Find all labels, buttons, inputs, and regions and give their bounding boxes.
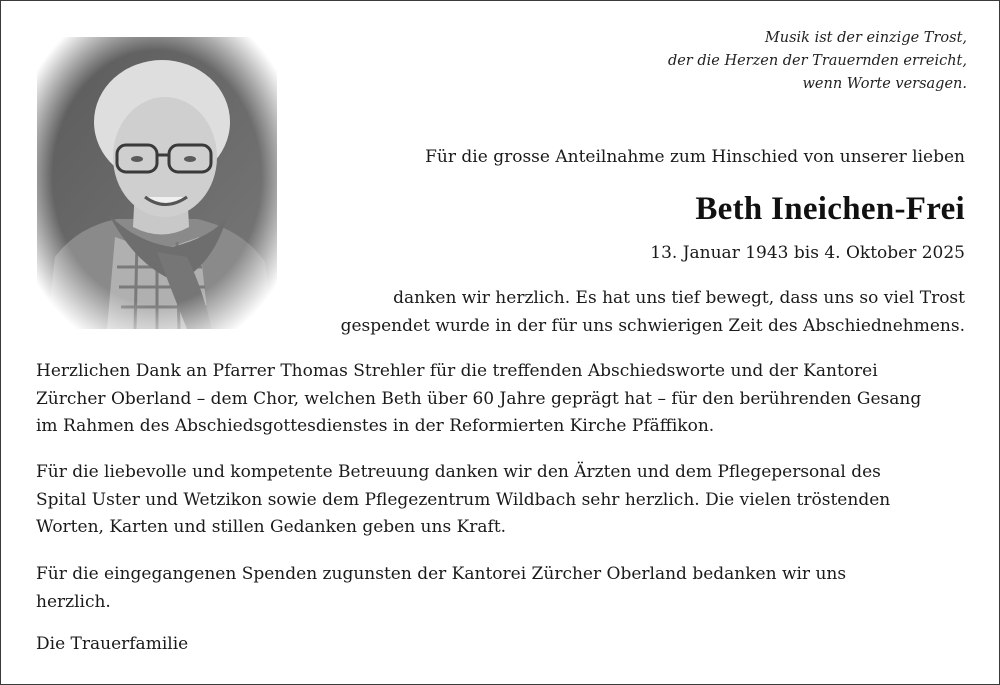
paragraph-care bbox=[36, 459, 890, 542]
paragraph-line: Herzlichen Dank an Pfarrer Thomas Strehler für die treffenden Abschiedsworte und der Kantorei bbox=[36, 361, 878, 381]
paragraph-line: Zürcher Oberland – dem Chor, welchen Beth über 60 Jahre geprägt hat – für den berührenden Gesang bbox=[36, 388, 922, 409]
paragraph-line: Spital Uster und Wetzikon sowie dem Pflegezentrum Wildbach sehr herzlich. Die vielen tröstenden bbox=[36, 489, 891, 510]
motto-quote bbox=[668, 27, 967, 96]
deceased-name: Beth Ineichen-Frei bbox=[695, 191, 965, 227]
motto-line: Musik ist der einzige Trost, bbox=[764, 30, 967, 46]
thanks-line: gespendet wurde in der für uns schwierigen Zeit des Abschiednehmens. bbox=[340, 316, 965, 336]
paragraph-line: im Rahmen des Abschiedsgottesdienstes in der Reformierten Kirche Pfäffikon. bbox=[36, 416, 715, 436]
intro-text: Für die grosse Anteilnahme zum Hinschied von unserer lieben bbox=[425, 147, 965, 167]
motto-line: der die Herzen der Trauernden erreicht, bbox=[667, 53, 967, 69]
thanks-line: danken wir herzlich. Es hat uns tief bewegt, dass uns so viel Trost bbox=[393, 288, 965, 308]
portrait-illustration bbox=[37, 37, 277, 329]
portrait-photo bbox=[37, 37, 277, 329]
paragraph-line: Für die eingegangenen Spenden zugunsten der Kantorei Zürcher Oberland bedanken wir uns bbox=[36, 564, 847, 584]
thanks-text bbox=[341, 284, 965, 340]
paragraph-line: Worten, Karten und stillen Gedanken geben uns Kraft. bbox=[36, 517, 507, 537]
closing-signature: Die Trauerfamilie bbox=[36, 634, 189, 654]
paragraph-line: herzlich. bbox=[36, 591, 111, 612]
paragraph-pastor-choir bbox=[36, 358, 921, 441]
motto-line: wenn Worte versagen. bbox=[802, 76, 967, 92]
life-dates: 13. Januar 1943 bis 4. Oktober 2025 bbox=[650, 243, 965, 263]
paragraph-line: Für die liebevolle und kompetente Betreuung danken wir den Ärzten und dem Pflegepersonal des bbox=[36, 462, 881, 482]
paragraph-donations bbox=[36, 561, 846, 616]
